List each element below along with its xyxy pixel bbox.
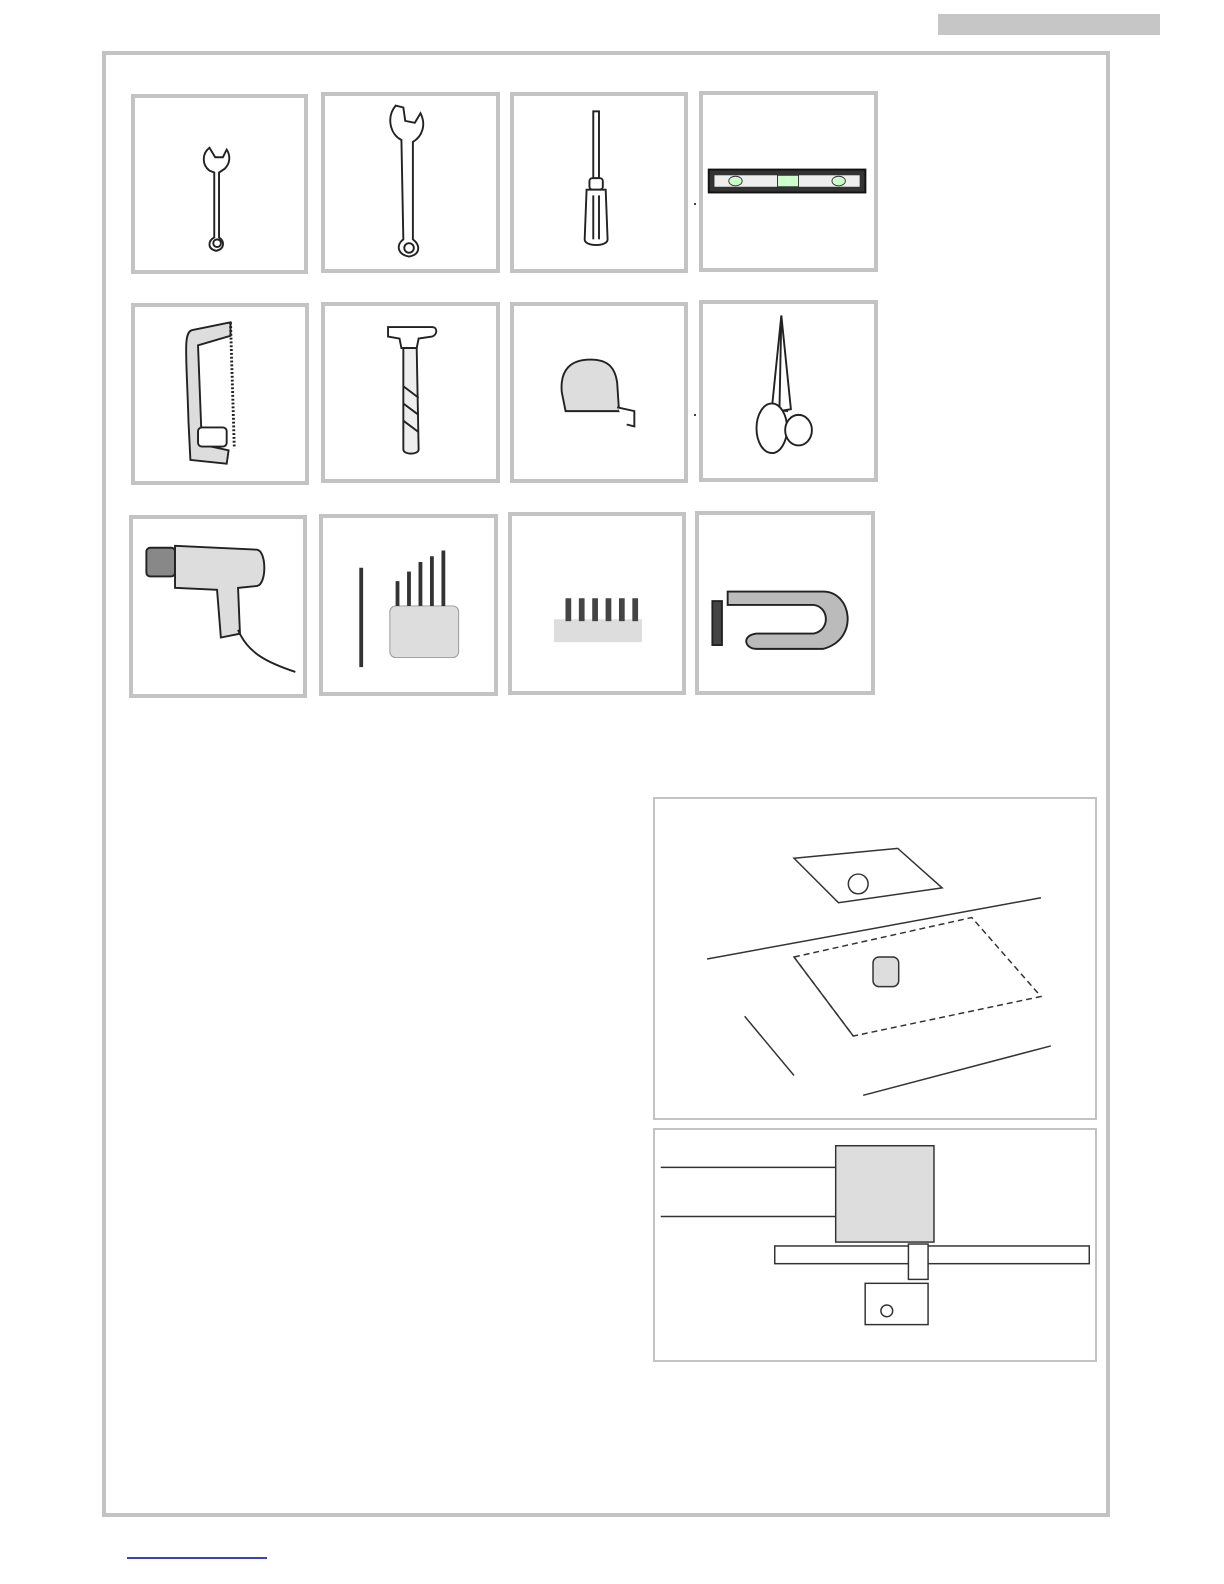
small-adjustable-wrench-icon [135, 98, 304, 270]
stray-mark [694, 414, 696, 416]
hammer-icon [325, 306, 496, 479]
scissors-icon [703, 304, 874, 478]
tool-screwdriver [510, 92, 688, 273]
tool-hacksaw [131, 303, 309, 485]
header-tab [938, 14, 1160, 35]
cross-section-installation-diagram-icon [655, 1130, 1095, 1360]
tool-spirit-level [699, 91, 878, 272]
stray-mark [694, 203, 696, 205]
tool-small-wrench [131, 94, 308, 274]
tool-scissors [699, 300, 878, 482]
tool-tape-measure [510, 302, 688, 483]
spirit-level-icon [703, 95, 874, 268]
tape-measure-icon [514, 306, 684, 479]
mounting-plate-installation-diagram-icon [655, 799, 1095, 1118]
drill-bit-set-icon [323, 518, 494, 692]
mounting-diagram-figure [653, 797, 1097, 1120]
tool-large-wrench [321, 92, 500, 273]
tool-drill-bits [319, 514, 498, 696]
large-adjustable-wrench-icon [325, 96, 496, 269]
screwdriver-bit-set-icon [512, 516, 682, 691]
tool-electric-drill [129, 515, 307, 698]
c-clamp-icon [699, 515, 871, 691]
screwdriver-icon [514, 96, 684, 269]
section-diagram-figure [653, 1128, 1097, 1362]
tool-screwdriver-bits [508, 512, 686, 695]
electric-drill-icon [133, 519, 303, 694]
tool-hammer [321, 302, 500, 483]
tool-c-clamp [695, 511, 875, 695]
hacksaw-icon [135, 307, 305, 481]
footer-link[interactable] [127, 1557, 267, 1559]
